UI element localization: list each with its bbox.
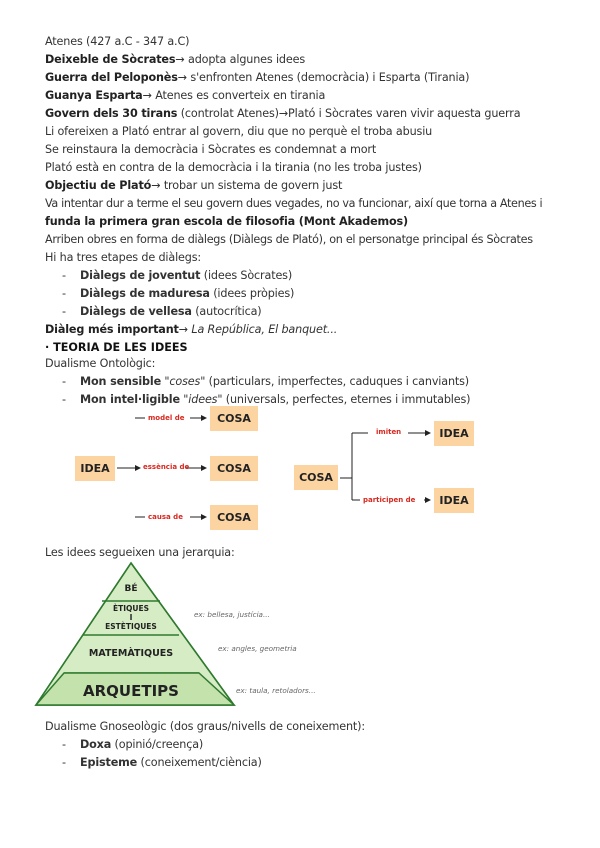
pyramid-note: ex: angles, geometria: [218, 644, 297, 653]
text-line: Li ofereixen a Plató entrar al govern, diu que no perquè el troba abusiu: [45, 125, 433, 138]
list-bullet: -: [62, 305, 67, 318]
pyramid-level-matematiques: MATEMÀTIQUES: [88, 648, 174, 659]
list-bullet: -: [62, 756, 67, 769]
text-line: Guerra del Peloponès→ s'enfronten Atenes (democràcia) i Esparta (Tirania): [45, 71, 470, 84]
cosa-box: COSA: [294, 465, 338, 490]
text-line: Guanya Esparta→ Atenes es converteix en tirania: [45, 89, 326, 102]
idea-box: IDEA: [434, 421, 474, 446]
pyramid-level-be: BÉ: [124, 584, 138, 594]
relation-label: essència de: [143, 463, 190, 471]
list-item: Doxa (opinió/creença): [80, 738, 204, 751]
pyramid-note: ex: taula, retoladors...: [236, 686, 316, 695]
pyramid-level-arquetips: ARQUETIPS: [83, 682, 179, 700]
pyramid-level-estetiques: ESTÈTIQUES: [105, 622, 157, 631]
list-bullet: -: [62, 738, 67, 751]
text-line: Hi ha tres etapes de diàlegs:: [45, 251, 202, 264]
pyramid-level-etiques: ÈTIQUES: [112, 604, 150, 613]
section-title: · TEORIA DE LES IDEES: [45, 341, 188, 354]
pyramid-level-i: I: [129, 613, 133, 622]
text-line: Govern dels 30 tirans (controlat Atenes)→Plató i Sòcrates varen vivir aquesta guerra: [45, 107, 521, 120]
list-bullet: -: [62, 393, 67, 406]
list-item: Diàlegs de joventut (idees Sòcrates): [80, 269, 293, 282]
list-item: Mon sensible "coses" (particulars, imperfectes, caduques i canviants): [80, 375, 470, 388]
relation-label: imiten: [376, 428, 402, 436]
list-item: Diàlegs de vellesa (autocrítica): [80, 305, 262, 318]
text-line: Atenes (427 a.C - 347 a.C): [45, 35, 190, 48]
cosa-box: COSA: [210, 406, 258, 431]
relation-label: model de: [148, 414, 185, 422]
list-bullet: -: [62, 287, 67, 300]
idea-box: IDEA: [75, 456, 115, 481]
text-line: Dualisme Gnoseològic (dos graus/nivells de coneixement):: [45, 720, 365, 733]
text-line: Objectiu de Plató→ trobar un sistema de govern just: [45, 179, 343, 192]
text-line: Se reinstaura la democràcia i Sòcrates es condemnat a mort: [45, 143, 377, 156]
list-bullet: -: [62, 375, 67, 388]
text-line: Les idees segueixen una jerarquia:: [45, 546, 235, 559]
text-line: Dualisme Ontològic:: [45, 357, 156, 370]
list-bullet: -: [62, 269, 67, 282]
relation-label: participen de: [363, 496, 416, 504]
idea-box: IDEA: [434, 488, 474, 513]
list-item: Diàlegs de maduresa (idees pròpies): [80, 287, 295, 300]
text-line: Plató està en contra de la democràcia i la tirania (no les troba justes): [45, 161, 422, 174]
pyramid-note: ex: bellesa, justícia...: [194, 610, 270, 619]
text-line: Diàleg més important→ La República, El banquet...: [45, 323, 338, 336]
list-item: Episteme (coneixement/ciència): [80, 756, 262, 769]
text-line: Arriben obres en forma de diàlegs (Diàlegs de Plató), on el personatge principal és Sòcrates: [45, 233, 533, 246]
text-line: funda la primera gran escola de filosofia (Mont Akademos): [45, 215, 409, 228]
cosa-box: COSA: [210, 505, 258, 530]
relation-label: causa de: [148, 513, 183, 521]
cosa-box: COSA: [210, 456, 258, 481]
list-item: Mon intel·ligible "idees" (universals, perfectes, eternes i immutables): [80, 393, 471, 406]
text-line: Deixeble de Sòcrates→ adopta algunes idees: [45, 53, 306, 66]
text-line: Va intentar dur a terme el seu govern dues vegades, no va funcionar, així que torna a Atenes i: [45, 197, 543, 210]
